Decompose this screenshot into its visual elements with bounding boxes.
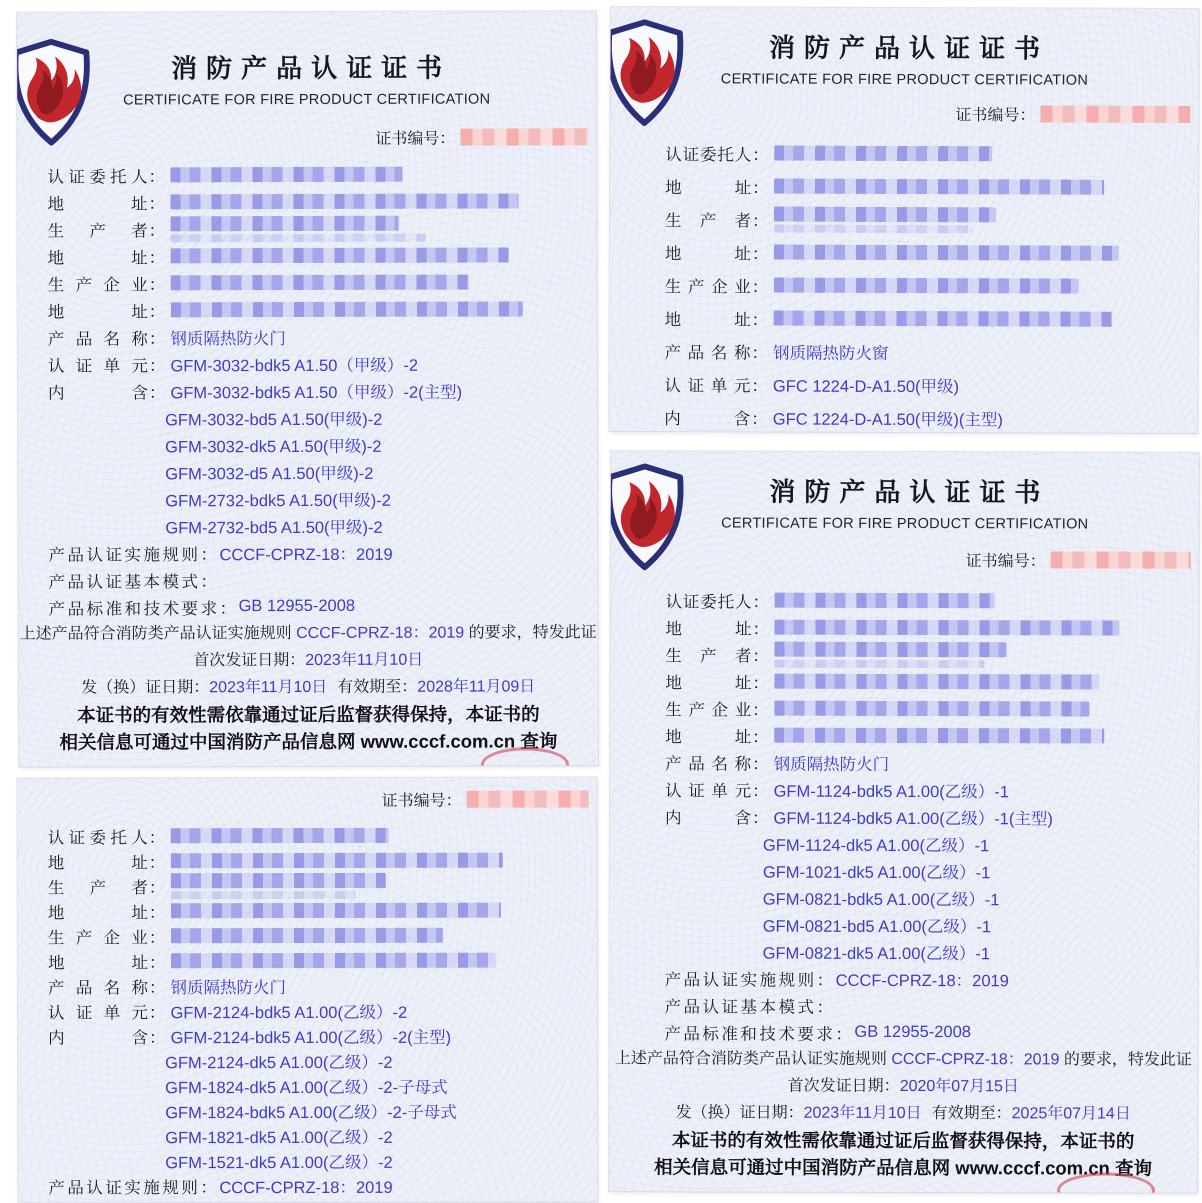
first-issue-row: 首次发证日期：2023年11月10日 bbox=[193, 651, 424, 670]
fire-shield-logo bbox=[609, 463, 689, 571]
reissue-validity-row: 发（换）证日期：2023年11月10日 有效期至：2025年07月14日 bbox=[675, 1104, 1131, 1123]
redacted-field-row bbox=[18, 922, 597, 948]
model-row bbox=[18, 457, 597, 486]
field-colon: ： bbox=[751, 211, 769, 231]
certification-unit-label: 认证单元 bbox=[665, 781, 752, 801]
certification-unit-value: GFC 1224-D-A1.50(甲级) bbox=[772, 377, 960, 396]
model-row bbox=[18, 484, 597, 513]
model-code: GFM-1021-dk5 A1.00(乙级）-1 bbox=[762, 863, 991, 882]
redacted-value bbox=[170, 215, 425, 242]
model-code: GFM-1521-dk5 A1.00(乙级）-2 bbox=[165, 1153, 393, 1172]
product-name-row: 产品名称 ： 钢质隔热防火门 bbox=[18, 322, 597, 351]
implementation-rule-label: 产品认证实施规则： bbox=[48, 545, 220, 565]
cert-number-redacted bbox=[467, 791, 589, 808]
redacted-field-row bbox=[610, 202, 1198, 237]
product-name-row: 产品名称 ： 钢质隔热防火门 bbox=[18, 972, 597, 998]
redacted-value bbox=[773, 278, 1078, 294]
product-name-label: 产品名称 bbox=[664, 343, 751, 362]
redacted-value bbox=[774, 701, 1089, 717]
field-label: 地址 bbox=[47, 248, 148, 268]
redacted-value bbox=[774, 179, 1104, 195]
field-colon: ： bbox=[751, 277, 769, 297]
fire-shield-logo bbox=[17, 39, 95, 147]
cert-number-label: 证书编号： bbox=[381, 792, 462, 810]
certificate-bottom-right bbox=[609, 451, 1199, 1193]
product-name-value: 钢质隔热防火门 bbox=[170, 329, 286, 348]
redacted-field-row bbox=[610, 268, 1198, 303]
model-code: GFM-3032-bd5 A1.50(甲级)-2 bbox=[165, 410, 383, 429]
model-code: GFM-3032-d5 A1.50(甲级)-2 bbox=[165, 464, 374, 483]
redacted-value bbox=[774, 641, 1006, 668]
field-colon: ： bbox=[148, 878, 166, 897]
contains-row: 内含 ： GFM-3032-bdk5 A1.50（甲级）-2(主型) bbox=[18, 376, 597, 405]
cert-number-row bbox=[611, 547, 1191, 572]
redacted-field-row bbox=[18, 295, 597, 324]
model-row bbox=[18, 403, 597, 432]
model-row bbox=[18, 430, 597, 459]
field-colon: ： bbox=[148, 167, 165, 186]
cert-number-label: 证书编号： bbox=[955, 107, 1036, 125]
first-issue-row: 首次发证日期：2020年07月15日 bbox=[787, 1077, 1019, 1096]
model-code: GFM-0821-dk5 A1.00(乙级）-1 bbox=[762, 944, 991, 963]
contains-row: 内含 ： GFM-2124-bdk5 A1.00(乙级）-2(主型) bbox=[18, 1022, 597, 1048]
field-rows bbox=[18, 822, 597, 973]
product-name-value: 钢质隔热防火门 bbox=[170, 978, 287, 997]
contains-label: 内含 bbox=[664, 808, 752, 828]
contains-label: 内含 bbox=[47, 383, 149, 403]
field-colon: ： bbox=[752, 145, 769, 165]
standard-value: GB 12955-2008 bbox=[238, 596, 356, 616]
field-rows bbox=[17, 160, 596, 324]
model-code: GFM-2732-bd5 A1.50(甲级)-2 bbox=[165, 518, 383, 537]
redacted-field-row bbox=[610, 169, 1198, 204]
model-code: GFM-1824-dk5 A1.00(乙级）-2-子母式 bbox=[165, 1078, 448, 1097]
redacted-field-row bbox=[18, 847, 597, 873]
certification-unit-row: 认证单元 ： GFM-3032-bdk5 A1.50（甲级）-2 bbox=[18, 349, 597, 378]
model-code: GFM-2732-bdk5 A1.50(甲级)-2 bbox=[165, 491, 391, 510]
fire-shield-logo bbox=[609, 19, 688, 127]
field-label: 生产者 bbox=[47, 221, 148, 241]
contains-label: 内含 bbox=[48, 1028, 149, 1047]
certification-unit-value: GFM-2124-bdk5 A1.00(乙级）-2 bbox=[170, 1003, 408, 1022]
contains-first-model: GFM-3032-bdk5 A1.50（甲级）-2(主型) bbox=[170, 383, 463, 402]
redacted-value bbox=[774, 146, 992, 162]
model-row bbox=[18, 1047, 597, 1073]
redacted-field-row bbox=[17, 187, 596, 216]
implementation-rule-value: CCCF-CPRZ-18：2019 bbox=[219, 545, 393, 564]
field-colon: ： bbox=[148, 275, 166, 294]
field-label: 认证委托人 bbox=[47, 828, 148, 847]
implementation-rule-row bbox=[18, 538, 597, 567]
field-label: 生产企业 bbox=[665, 700, 752, 720]
redacted-field-row bbox=[610, 136, 1198, 171]
redacted-field-row bbox=[18, 947, 597, 973]
reissue-validity-row: 发（换）证日期：2023年11月10日 有效期至：2028年11月09日 bbox=[81, 678, 536, 697]
field-label: 地址 bbox=[47, 302, 148, 322]
field-colon: ： bbox=[752, 178, 769, 198]
contains-row: 内含 ： GFC 1224-D-A1.50(甲级)(主型) bbox=[609, 400, 1197, 433]
model-row bbox=[610, 910, 1198, 939]
model-list bbox=[18, 403, 597, 540]
redacted-field-row bbox=[610, 640, 1198, 669]
redacted-field-row bbox=[611, 586, 1199, 615]
standard-row bbox=[609, 1018, 1197, 1047]
cert-number-row bbox=[610, 101, 1190, 126]
statement-row: 上述产品符合消防类产品认证实施规则 CCCF-CPRZ-18：2019 的要求，特发此证 bbox=[614, 1050, 1192, 1069]
model-row bbox=[610, 829, 1198, 858]
implementation-rule-value: CCCF-CPRZ-18：2019 bbox=[219, 1178, 393, 1197]
standard-label: 产品标准和技术要求： bbox=[664, 1024, 855, 1044]
model-list bbox=[610, 829, 1198, 966]
product-name-value: 钢质隔热防火门 bbox=[773, 755, 890, 774]
field-colon: ： bbox=[148, 903, 166, 922]
implementation-rule-label: 产品认证实施规则： bbox=[48, 1178, 220, 1197]
product-name-row: 产品名称 ： 钢质隔热防火窗 bbox=[609, 334, 1197, 369]
field-label: 地址 bbox=[665, 178, 752, 197]
footer-line-1: 本证书的有效性需依靠通过证后监督获得保持，本证书的 bbox=[77, 703, 540, 726]
certification-unit-value: GFM-1124-bdk5 A1.00(乙级）-1 bbox=[773, 782, 1009, 801]
basic-mode-label: 产品认证基本模式： bbox=[48, 572, 220, 592]
field-colon: ： bbox=[148, 221, 166, 240]
certificate-title: 消防产品认证证书 bbox=[769, 32, 1050, 64]
certification-unit-row: 认证单元 ： GFC 1224-D-A1.50(甲级) bbox=[609, 367, 1197, 402]
statement-row: 上述产品符合消防类产品认证实施规则 CCCF-CPRZ-18：2019 的要求，特发此证 bbox=[19, 624, 597, 643]
contains-row: 内含 ： GFM-1124-bdk5 A1.00(乙级）-1(主型) bbox=[610, 802, 1198, 831]
standard-row bbox=[19, 592, 598, 621]
model-row bbox=[18, 1147, 597, 1173]
cert-number-label: 证书编号： bbox=[965, 553, 1046, 571]
redacted-field-row bbox=[17, 160, 596, 189]
standard-value: GB 12955-2008 bbox=[854, 1022, 971, 1042]
redacted-value bbox=[774, 728, 1104, 744]
field-colon: ： bbox=[752, 728, 769, 747]
product-name-label: 产品名称 bbox=[47, 978, 149, 997]
model-code: GFM-1821-dk5 A1.00(乙级）-2 bbox=[165, 1128, 393, 1147]
redacted-value bbox=[170, 928, 442, 943]
model-code: GFM-0821-bd5 A1.00(乙级）-1 bbox=[762, 917, 992, 936]
redacted-field-row bbox=[610, 721, 1198, 750]
field-colon: ： bbox=[148, 194, 166, 213]
cert-number-label: 证书编号： bbox=[375, 130, 456, 148]
model-row bbox=[18, 1072, 597, 1098]
redacted-value bbox=[774, 674, 1099, 690]
field-colon: ： bbox=[752, 620, 770, 639]
redacted-field-row bbox=[18, 268, 597, 297]
redacted-value bbox=[170, 167, 402, 183]
cert-number-row bbox=[18, 788, 589, 812]
contains-first-model: GFM-1124-bdk5 A1.00(乙级）-1(主型) bbox=[773, 809, 1053, 828]
model-row bbox=[18, 1097, 597, 1123]
field-label: 地址 bbox=[665, 727, 752, 747]
implementation-rule-value: CCCF-CPRZ-18：2019 bbox=[835, 971, 1009, 990]
footer-line-2: 相关信息可通过中国消防产品信息网 www.cccf.com.cn 查询 bbox=[654, 1156, 1153, 1179]
field-label: 生产企业 bbox=[664, 277, 751, 296]
standard-label: 产品标准和技术要求： bbox=[48, 599, 239, 619]
certificate-title: 消防产品认证证书 bbox=[171, 52, 452, 84]
product-name-value: 钢质隔热防火窗 bbox=[773, 344, 889, 363]
model-row bbox=[18, 511, 597, 540]
redacted-field-row bbox=[610, 667, 1198, 696]
redacted-field-row bbox=[18, 897, 597, 923]
redacted-value bbox=[170, 193, 518, 209]
implementation-rule-row bbox=[18, 1172, 597, 1198]
cert-number-redacted bbox=[460, 128, 588, 145]
contains-first-model: GFM-2124-bdk5 A1.00(乙级）-2(主型) bbox=[170, 1028, 452, 1047]
certification-unit-row: 认证单元 ： GFM-2124-bdk5 A1.00(乙级）-2 bbox=[18, 997, 597, 1023]
model-row bbox=[610, 856, 1198, 885]
certificate-subtitle: CERTIFICATE FOR FIRE PRODUCT CERTIFICATION bbox=[720, 71, 1089, 89]
field-rows bbox=[610, 136, 1199, 336]
certification-unit-label: 认证单元 bbox=[48, 1003, 149, 1022]
certificate-bottom-left bbox=[18, 777, 598, 1202]
model-code: GFM-1824-bdk5 A1.00(乙级）-2-子母式 bbox=[165, 1103, 457, 1122]
field-label: 认证委托人 bbox=[47, 167, 148, 187]
field-colon: ： bbox=[752, 701, 769, 720]
redacted-field-row bbox=[610, 694, 1198, 723]
model-code: GFM-3032-dk5 A1.50(甲级)-2 bbox=[165, 437, 382, 456]
field-colon: ： bbox=[148, 953, 166, 972]
model-row bbox=[18, 1122, 597, 1148]
redacted-field-row bbox=[18, 872, 597, 898]
redacted-value bbox=[773, 206, 995, 233]
field-label: 地址 bbox=[47, 194, 148, 214]
implementation-rule-row bbox=[610, 964, 1198, 993]
field-label: 地址 bbox=[47, 953, 148, 972]
fire-shield-emblem-graphic bbox=[609, 19, 688, 127]
certification-unit-row: 认证单元 ： GFM-1124-bdk5 A1.00(乙级）-1 bbox=[610, 775, 1198, 804]
contains-first-model: GFC 1224-D-A1.50(甲级)(主型) bbox=[772, 410, 1003, 429]
product-name-label: 产品名称 bbox=[47, 329, 148, 349]
model-row bbox=[610, 883, 1198, 912]
field-colon: ： bbox=[148, 928, 166, 947]
footer-line-2: 相关信息可通过中国消防产品信息网 www.cccf.com.cn 查询 bbox=[59, 730, 558, 753]
certification-unit-label: 认证单元 bbox=[664, 376, 751, 395]
redacted-value bbox=[170, 247, 508, 263]
redacted-value bbox=[773, 245, 1118, 261]
model-code: GFM-0821-bdk5 A1.00(乙级）-1 bbox=[762, 890, 1000, 909]
redacted-field-row bbox=[610, 613, 1198, 642]
field-colon: ： bbox=[751, 310, 769, 330]
product-name-label: 产品名称 bbox=[665, 754, 752, 774]
field-label: 地址 bbox=[664, 310, 751, 329]
fire-shield-emblem-graphic bbox=[17, 39, 95, 147]
certification-unit-label: 认证单元 bbox=[47, 356, 148, 376]
redacted-value bbox=[170, 953, 495, 969]
field-label: 生产者 bbox=[664, 211, 752, 230]
basic-mode-row bbox=[609, 991, 1197, 1020]
cert-number-redacted bbox=[1040, 105, 1190, 123]
field-colon: ： bbox=[148, 828, 166, 847]
model-row bbox=[610, 937, 1198, 966]
model-code: GFM-2124-dk5 A1.00(乙级）-2 bbox=[165, 1053, 393, 1072]
model-code: GFM-1124-dk5 A1.00(乙级）-1 bbox=[762, 836, 990, 855]
product-name-row: 产品名称 ： 钢质隔热防火门 bbox=[610, 748, 1198, 777]
field-colon: ： bbox=[148, 853, 166, 872]
model-list bbox=[18, 1047, 597, 1173]
redacted-field-row bbox=[18, 822, 597, 848]
field-label: 地址 bbox=[665, 619, 752, 639]
implementation-rule-label: 产品认证实施规则： bbox=[664, 970, 836, 990]
field-colon: ： bbox=[148, 248, 166, 267]
redacted-field-row bbox=[18, 241, 597, 270]
certificate-top-left bbox=[17, 11, 598, 767]
field-label: 生产企业 bbox=[47, 275, 148, 295]
field-label: 地址 bbox=[47, 853, 148, 872]
basic-mode-label: 产品认证基本模式： bbox=[664, 997, 836, 1017]
certificate-subtitle: CERTIFICATE FOR FIRE PRODUCT CERTIFICATION bbox=[721, 515, 1089, 533]
field-colon: ： bbox=[148, 302, 166, 321]
redacted-value bbox=[170, 275, 468, 291]
fire-shield-emblem-graphic bbox=[609, 463, 689, 571]
field-rows bbox=[610, 586, 1198, 750]
cert-number-row bbox=[17, 125, 588, 149]
field-colon: ： bbox=[752, 674, 769, 693]
field-colon: ： bbox=[751, 244, 769, 264]
certificate-subtitle: CERTIFICATE FOR FIRE PRODUCT CERTIFICATION bbox=[123, 91, 491, 109]
field-label: 地址 bbox=[47, 903, 148, 922]
redacted-value bbox=[773, 311, 1111, 327]
redacted-value bbox=[170, 903, 500, 919]
redacted-value bbox=[170, 872, 385, 898]
redacted-field-row bbox=[610, 235, 1198, 270]
redacted-field-row bbox=[18, 214, 597, 243]
redacted-value bbox=[774, 620, 1119, 636]
cert-number-redacted bbox=[1051, 551, 1191, 568]
field-label: 认证委托人 bbox=[665, 145, 752, 164]
field-colon: ： bbox=[752, 647, 769, 666]
redacted-value bbox=[170, 828, 388, 843]
contains-label: 内含 bbox=[664, 409, 751, 428]
field-label: 地址 bbox=[665, 673, 752, 693]
field-label: 认证委托人 bbox=[665, 592, 752, 612]
redacted-value bbox=[170, 301, 522, 317]
certificate-title: 消防产品认证证书 bbox=[769, 476, 1050, 508]
redacted-value bbox=[170, 853, 502, 869]
field-label: 生产者 bbox=[47, 878, 148, 897]
footer-line-1: 本证书的有效性需依靠通过证后监督获得保持，本证书的 bbox=[671, 1129, 1135, 1152]
field-label: 生产者 bbox=[665, 646, 752, 666]
redacted-field-row bbox=[610, 301, 1198, 336]
field-label: 地址 bbox=[664, 244, 751, 263]
field-label: 生产企业 bbox=[47, 928, 148, 947]
field-colon: ： bbox=[752, 593, 770, 612]
basic-mode-row bbox=[18, 565, 597, 594]
certificate-top-right bbox=[609, 7, 1198, 433]
certification-unit-value: GFM-3032-bdk5 A1.50（甲级）-2 bbox=[170, 356, 419, 375]
redacted-value bbox=[774, 593, 994, 609]
